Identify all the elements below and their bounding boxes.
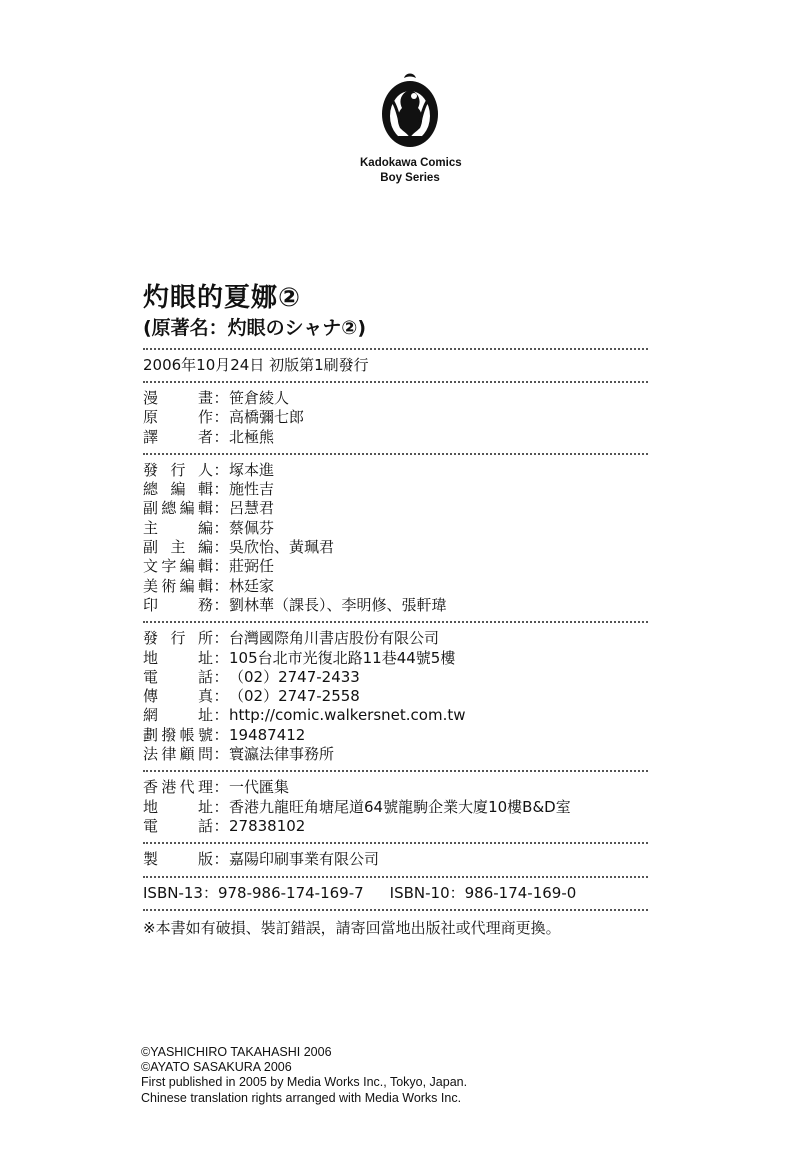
separator: ： [213, 557, 229, 576]
publisher-value: （02）2747-2558 [229, 687, 360, 706]
staff-row [143, 538, 648, 557]
hongkong-value: 27838102 [229, 816, 306, 835]
publisher-label: 劃撥帳號 [143, 725, 213, 744]
staff-label: 發行人 [143, 460, 213, 479]
divider [143, 842, 648, 844]
divider [143, 348, 648, 350]
separator: ： [213, 648, 229, 667]
separator: ： [213, 576, 229, 595]
isbn-13: ISBN-13：978-986-174-169-7 [143, 883, 364, 902]
credit-label: 譯者 [143, 427, 213, 446]
separator: ： [213, 816, 229, 835]
publisher-row [143, 687, 648, 706]
staff-row [143, 519, 648, 538]
phoenix-emblem-icon [378, 70, 442, 150]
credit-value: 高橋彌七郎 [229, 408, 305, 427]
staff-label: 主編 [143, 518, 213, 537]
credit-row [143, 389, 648, 408]
separator: ： [213, 745, 229, 764]
separator: ： [213, 427, 229, 446]
separator: ： [213, 480, 229, 499]
publisher-row [143, 706, 648, 725]
staff-label: 文字編輯 [143, 557, 213, 576]
staff-section [143, 461, 648, 615]
publisher-row [143, 668, 648, 687]
staff-row [143, 461, 648, 480]
separator: ： [213, 460, 229, 479]
copyright-line: ©AYATO SASAKURA 2006 [141, 1060, 292, 1075]
colophon [143, 283, 648, 939]
divider [143, 621, 648, 623]
staff-label: 副總編輯 [143, 499, 213, 518]
publisher-label: 地址 [143, 648, 213, 667]
hongkong-label: 電話 [143, 816, 213, 835]
publisher-row [143, 649, 648, 668]
separator: ： [213, 595, 229, 614]
divider [143, 453, 648, 455]
staff-label: 副主編 [143, 538, 213, 557]
publisher-value: 台灣國際角川書店股份有限公司 [229, 629, 440, 648]
separator: ： [213, 629, 229, 648]
book-title: 灼眼的夏娜② [143, 283, 302, 313]
staff-row [143, 499, 648, 518]
staff-value: 施性吉 [229, 480, 275, 499]
hongkong-section [143, 778, 648, 836]
staff-value: 劉林華（課長）、李明修、張軒瑋 [229, 595, 447, 614]
imprint-line-2: Boy Series [380, 172, 440, 184]
publisher-website: http://comic.walkersnet.com.tw [229, 706, 466, 725]
publisher-row [143, 629, 648, 648]
staff-value: 蔡佩芬 [229, 518, 275, 537]
staff-row [143, 480, 648, 499]
staff-label: 美術編輯 [143, 576, 213, 595]
separator: ： [213, 389, 229, 407]
credit-label: 漫畫 [143, 389, 213, 407]
publisher-label: 電話 [143, 667, 213, 686]
credit-value: 笹倉綾人 [229, 389, 290, 407]
separator: ： [213, 850, 229, 869]
publisher-value: （02）2747-2433 [229, 667, 360, 686]
credit-row [143, 408, 648, 427]
hongkong-value: 香港九龍旺角塘尾道64號龍駒企業大廈10樓B&D室 [229, 797, 571, 816]
staff-value: 林廷家 [229, 576, 275, 595]
staff-value: 呂慧君 [229, 499, 275, 518]
staff-row [143, 596, 648, 615]
publisher-logo [360, 70, 460, 186]
publisher-section [143, 629, 648, 764]
credit-value: 北極熊 [229, 427, 275, 446]
publisher-row [143, 745, 648, 764]
separator: ： [213, 687, 229, 706]
isbn-10: ISBN-10：986-174-169-0 [389, 883, 577, 902]
separator: ： [213, 778, 229, 797]
publisher-label: 網址 [143, 706, 213, 725]
hongkong-label: 地址 [143, 797, 213, 816]
printing-section [143, 850, 648, 869]
separator: ： [213, 408, 229, 427]
hongkong-row [143, 778, 648, 797]
hongkong-value: 一代匯集 [229, 778, 290, 797]
divider [143, 909, 648, 911]
hongkong-row [143, 817, 648, 836]
publisher-label: 發行所 [143, 629, 213, 648]
staff-label: 總編輯 [143, 480, 213, 499]
publication-date: 2006年10月24日 初版第1刷發行 [143, 356, 369, 374]
original-title: (原著名：灼眼のシャナ②) [143, 317, 367, 339]
publisher-value: 寰瀛法律事務所 [229, 745, 335, 764]
publisher-value: 19487412 [229, 725, 306, 744]
divider [143, 770, 648, 772]
separator: ： [213, 518, 229, 537]
separator: ： [213, 725, 229, 744]
staff-row [143, 557, 648, 576]
publisher-label: 傳真 [143, 687, 213, 706]
copyright-line: Chinese translation rights arranged with Media Works Inc. [141, 1090, 462, 1105]
separator: ： [213, 797, 229, 816]
hongkong-row [143, 798, 648, 817]
isbn-line [143, 884, 648, 903]
printing-row [143, 850, 648, 869]
credit-row [143, 428, 648, 447]
staff-value: 塚本進 [229, 460, 275, 479]
staff-label: 印務 [143, 595, 213, 614]
printing-value: 嘉陽印刷事業有限公司 [229, 850, 380, 869]
separator: ： [213, 538, 229, 557]
publisher-value: 105台北市光復北路11巷44號5樓 [229, 648, 456, 667]
copyright-line: ©YASHICHIRO TAKAHASHI 2006 [141, 1045, 332, 1059]
divider [143, 381, 648, 383]
imprint-line-1: Kadokawa Comics [360, 157, 462, 169]
replacement-notice: ※本書如有破損、裝訂錯誤，請寄回當地出版社或代理商更換。 [143, 918, 561, 937]
publisher-row [143, 726, 648, 745]
credits-section [143, 389, 648, 447]
staff-value: 吳欣怡、黃珮君 [229, 538, 335, 557]
divider [143, 876, 648, 878]
staff-value: 莊弼任 [229, 557, 275, 576]
staff-row [143, 577, 648, 596]
credit-label: 原作 [143, 408, 213, 427]
printing-label: 製版 [143, 850, 213, 869]
separator: ： [213, 499, 229, 518]
publisher-label: 法律顧問 [143, 745, 213, 764]
hongkong-label: 香港代理 [143, 778, 213, 797]
separator: ： [213, 706, 229, 725]
copyright-block [141, 1045, 467, 1106]
copyright-line: First published in 2005 by Media Works Inc., Tokyo, Japan. [141, 1075, 468, 1090]
separator: ： [213, 667, 229, 686]
